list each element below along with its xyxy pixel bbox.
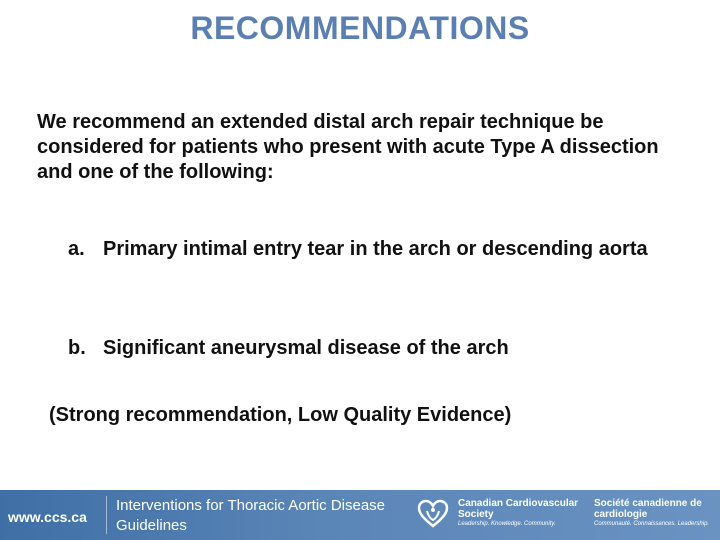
footer-bar	[0, 490, 720, 540]
org-name: Canadian Cardiovascular Society	[458, 498, 579, 520]
org-name-english	[458, 498, 588, 528]
org-tagline: Communauté. Connaissances. Leadership.	[594, 521, 710, 527]
footer-url[interactable]: www.ccs.ca	[8, 509, 87, 525]
org-tagline: Leadership. Knowledge. Community.	[458, 521, 556, 527]
guideline-title: Interventions for Thoracic Aortic Disease Guidelines	[116, 497, 386, 534]
list-marker: b.	[68, 337, 86, 359]
org-name-french	[594, 498, 718, 528]
slide-title: RECOMMENDATIONS	[190, 10, 530, 46]
list-item-a	[68, 235, 668, 263]
recommendation-text: We recommend an extended distal arch repair technique be considered for patients who present with acute Type A dissection and one of the following:	[37, 111, 659, 183]
evidence-note: (Strong recommendation, Low Quality Evidence)	[49, 404, 512, 426]
heart-logo-icon	[417, 498, 449, 530]
footer-divider	[106, 496, 107, 534]
list-item-text: Primary intimal entry tear in the arch or descending aorta	[103, 238, 648, 260]
list-marker: a.	[68, 238, 85, 260]
list-item-b	[68, 334, 668, 362]
org-name: Société canadienne de cardiologie	[594, 498, 702, 520]
list-item-text: Significant aneurysmal disease of the arch	[103, 337, 509, 359]
